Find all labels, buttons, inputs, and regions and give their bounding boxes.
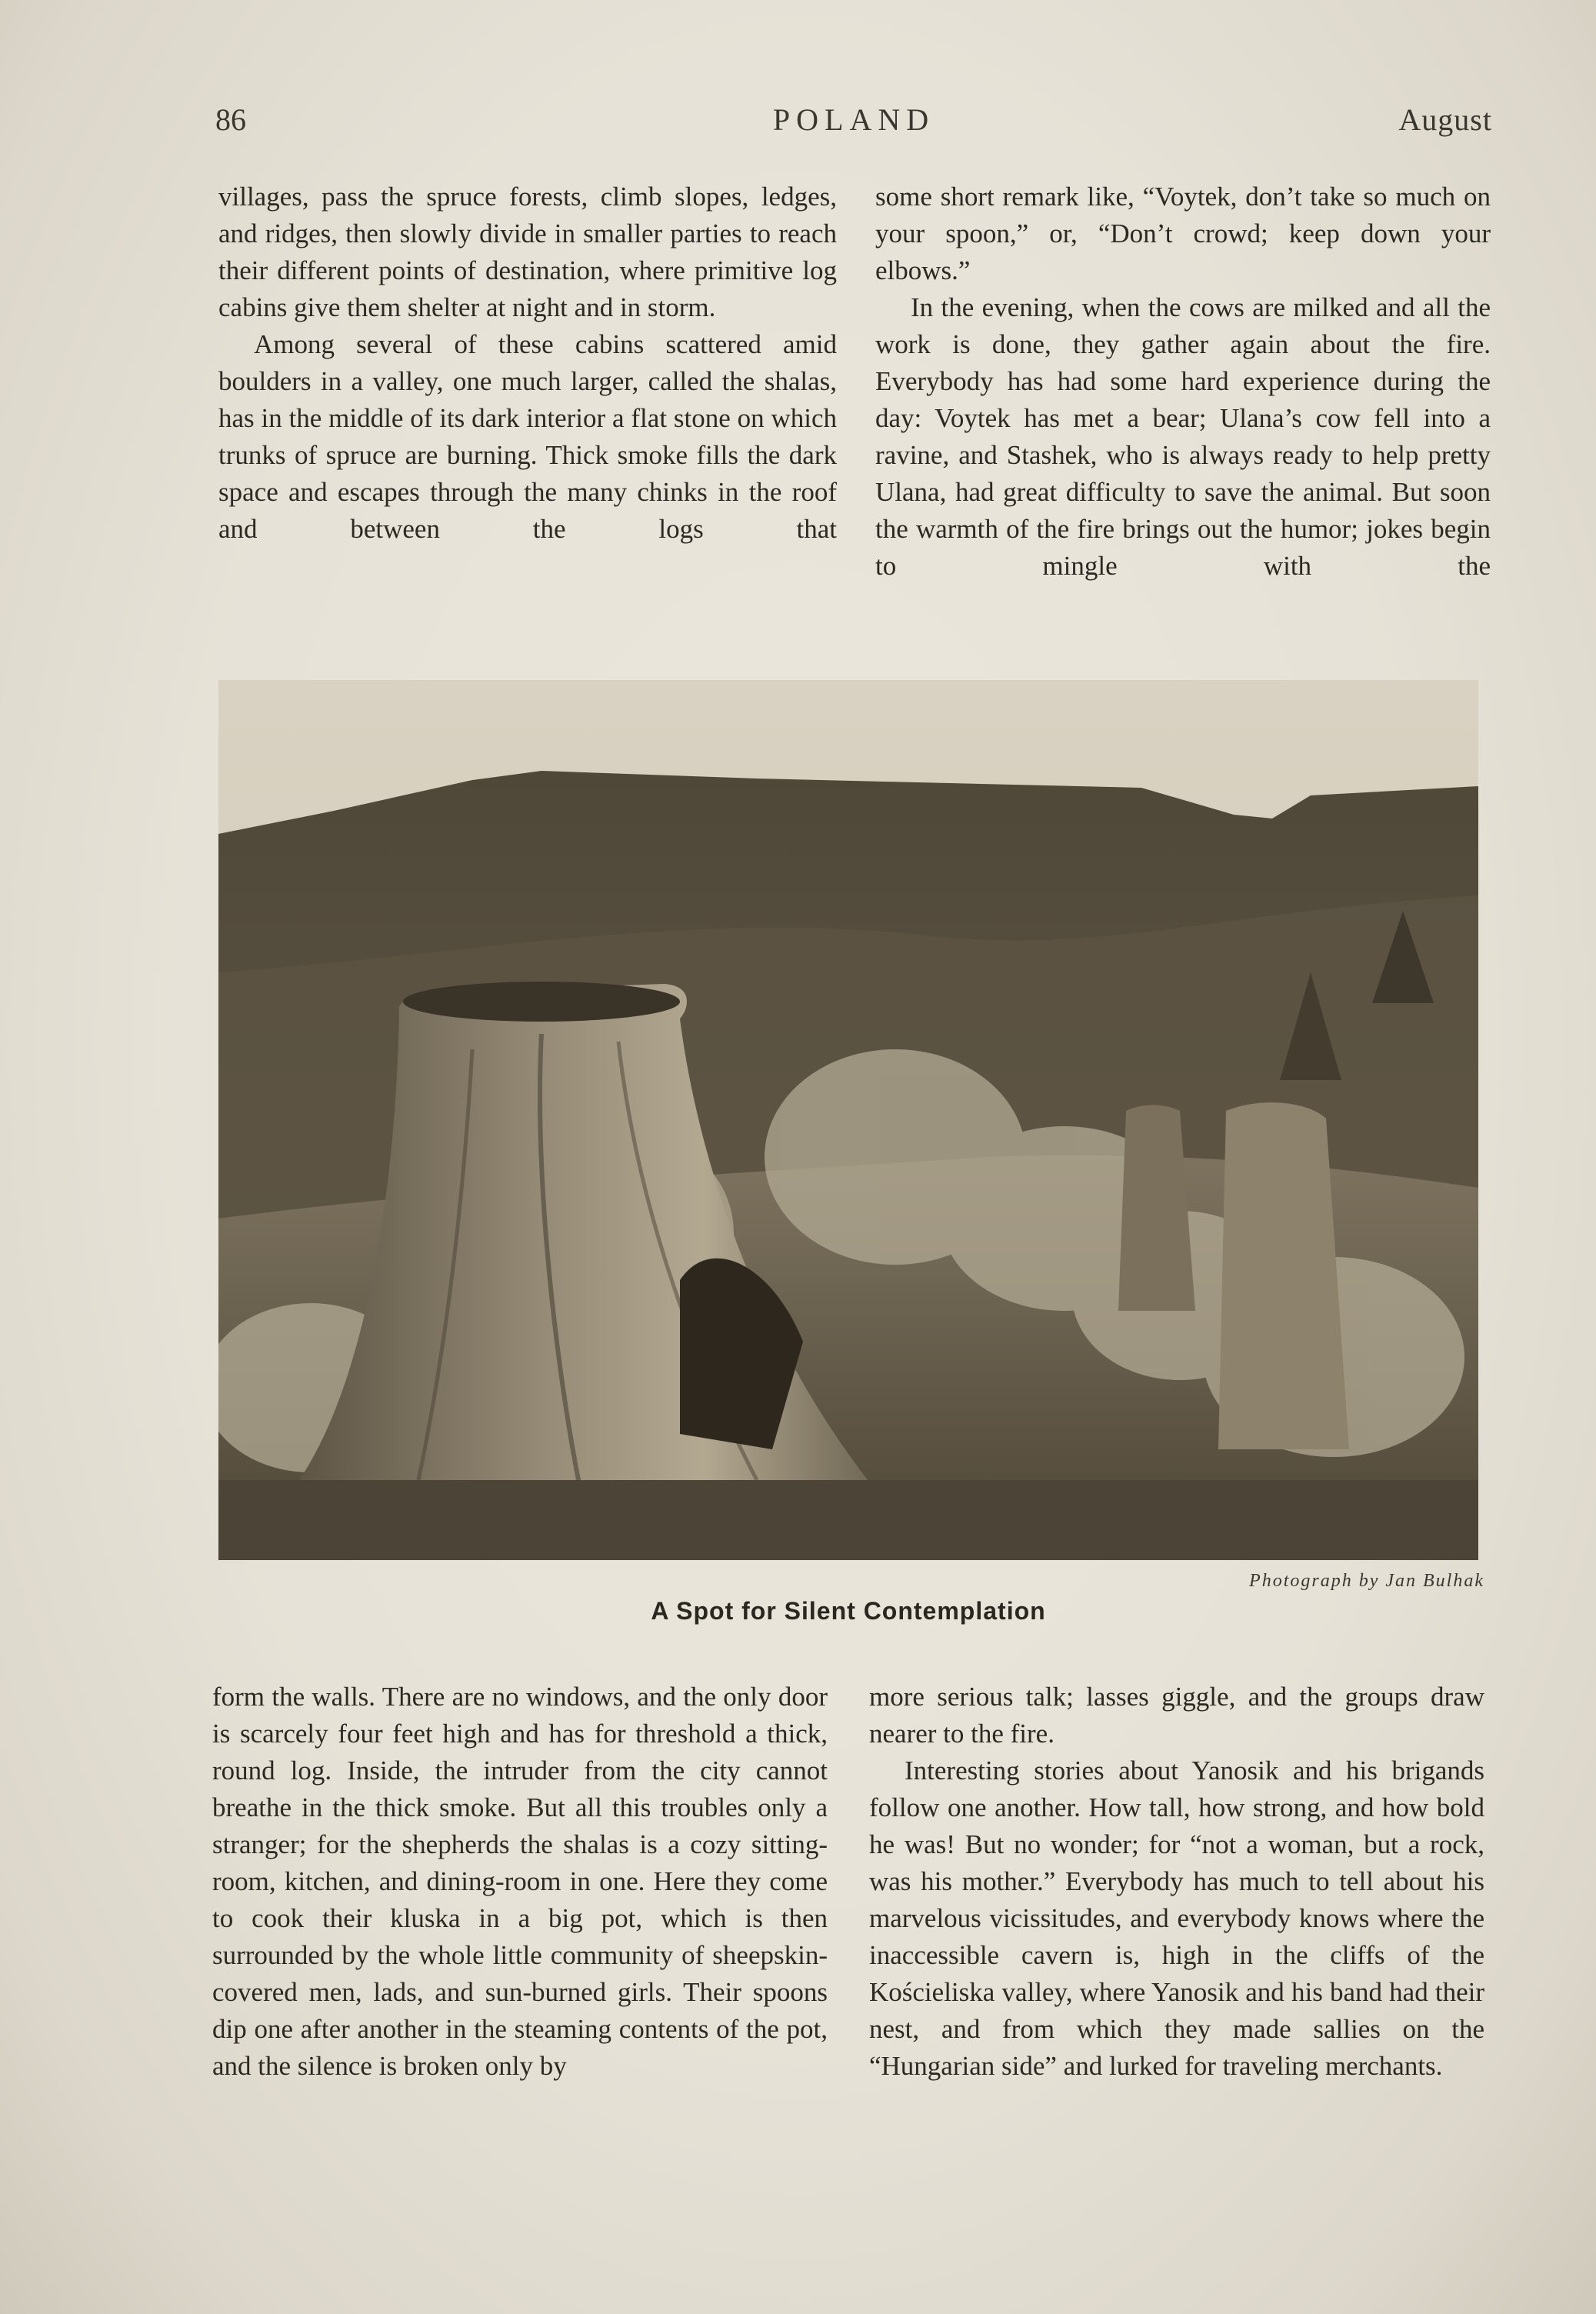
issue-month: August (1398, 102, 1492, 137)
landscape-image (218, 680, 1478, 1560)
paragraph: more serious talk; lasses giggle, and the groups draw nearer to the fire. (869, 1682, 1484, 1749)
paragraph: some short remark like, “Voytek, don’t take so much on your spoon,” or, “Don’t crowd; keep down your elbows.” (875, 182, 1491, 285)
text-column-bottom-right (869, 1679, 1484, 2085)
paragraph: form the walls. There are no windows, and the only door is scarcely four feet high and has for threshold a thick, round log. Inside, the intruder from the city cannot breathe in the thick smoke. But all this troubles only a stranger; for the shepherds the shalas is a cozy sitting-room, kitchen, and dining-room in one. Here they come to cook their kluska in a big pot, which is then surrounded by the whole little community of sheepskin-covered men, lads, and sun-burned girls. Their spoons dip one after another in the steaming contents of the pot, and the silence is broken only by (212, 1682, 828, 2081)
text-column-top-left (218, 178, 837, 548)
paragraph: In the evening, when the cows are milked and all the work is done, they gather again about the fire. Everybody has had some hard experience during the day: Voytek has met a bear; Ulana’s cow fell into a ravine, and Stashek, who is always ready to help pretty Ulana, had great difficulty to save the animal. But soon the warmth of the fire brings out the humor; jokes begin to mingle with the (875, 292, 1491, 581)
photograph-tree-stump (218, 680, 1478, 1560)
photo-caption: A Spot for Silent Contemplation (651, 1597, 1046, 1625)
publication-title: POLAND (772, 102, 935, 137)
paragraph: Interesting stories about Yanosik and his brigands follow one another. How tall, how strong, and how bold he was! But no wonder; for “not a woman, but a rock, was his mother.” Everybody has much to tell about his marvelous vicissitudes, and everybody knows where the inaccessible cavern is, high in the cliffs of the Kościeliska valley, where Yanosik and his band had their nest, and from which they made sallies on the “Hungarian side” and lurked for traveling merchants. (869, 1756, 1484, 2081)
text-column-top-right (875, 178, 1491, 585)
running-header (215, 102, 1492, 148)
text-column-bottom-left (212, 1679, 828, 2085)
photo-credit: Photograph by Jan Bulhak (1249, 1571, 1484, 1591)
paragraph: villages, pass the spruce forests, climb slopes, ledges, and ridges, then slowly divide in smaller parties to reach their different points of destination, where primitive log cabins give them shelter at night and in storm. (218, 182, 837, 322)
paragraph: Among several of these cabins scattered amid boulders in a valley, one much larger, called the shalas, has in the middle of its dark interior a flat stone on which trunks of spruce are burning. Thick smoke fills the dark space and escapes through the many chinks in the roof and between the logs that (218, 329, 837, 544)
page-number: 86 (215, 102, 246, 137)
